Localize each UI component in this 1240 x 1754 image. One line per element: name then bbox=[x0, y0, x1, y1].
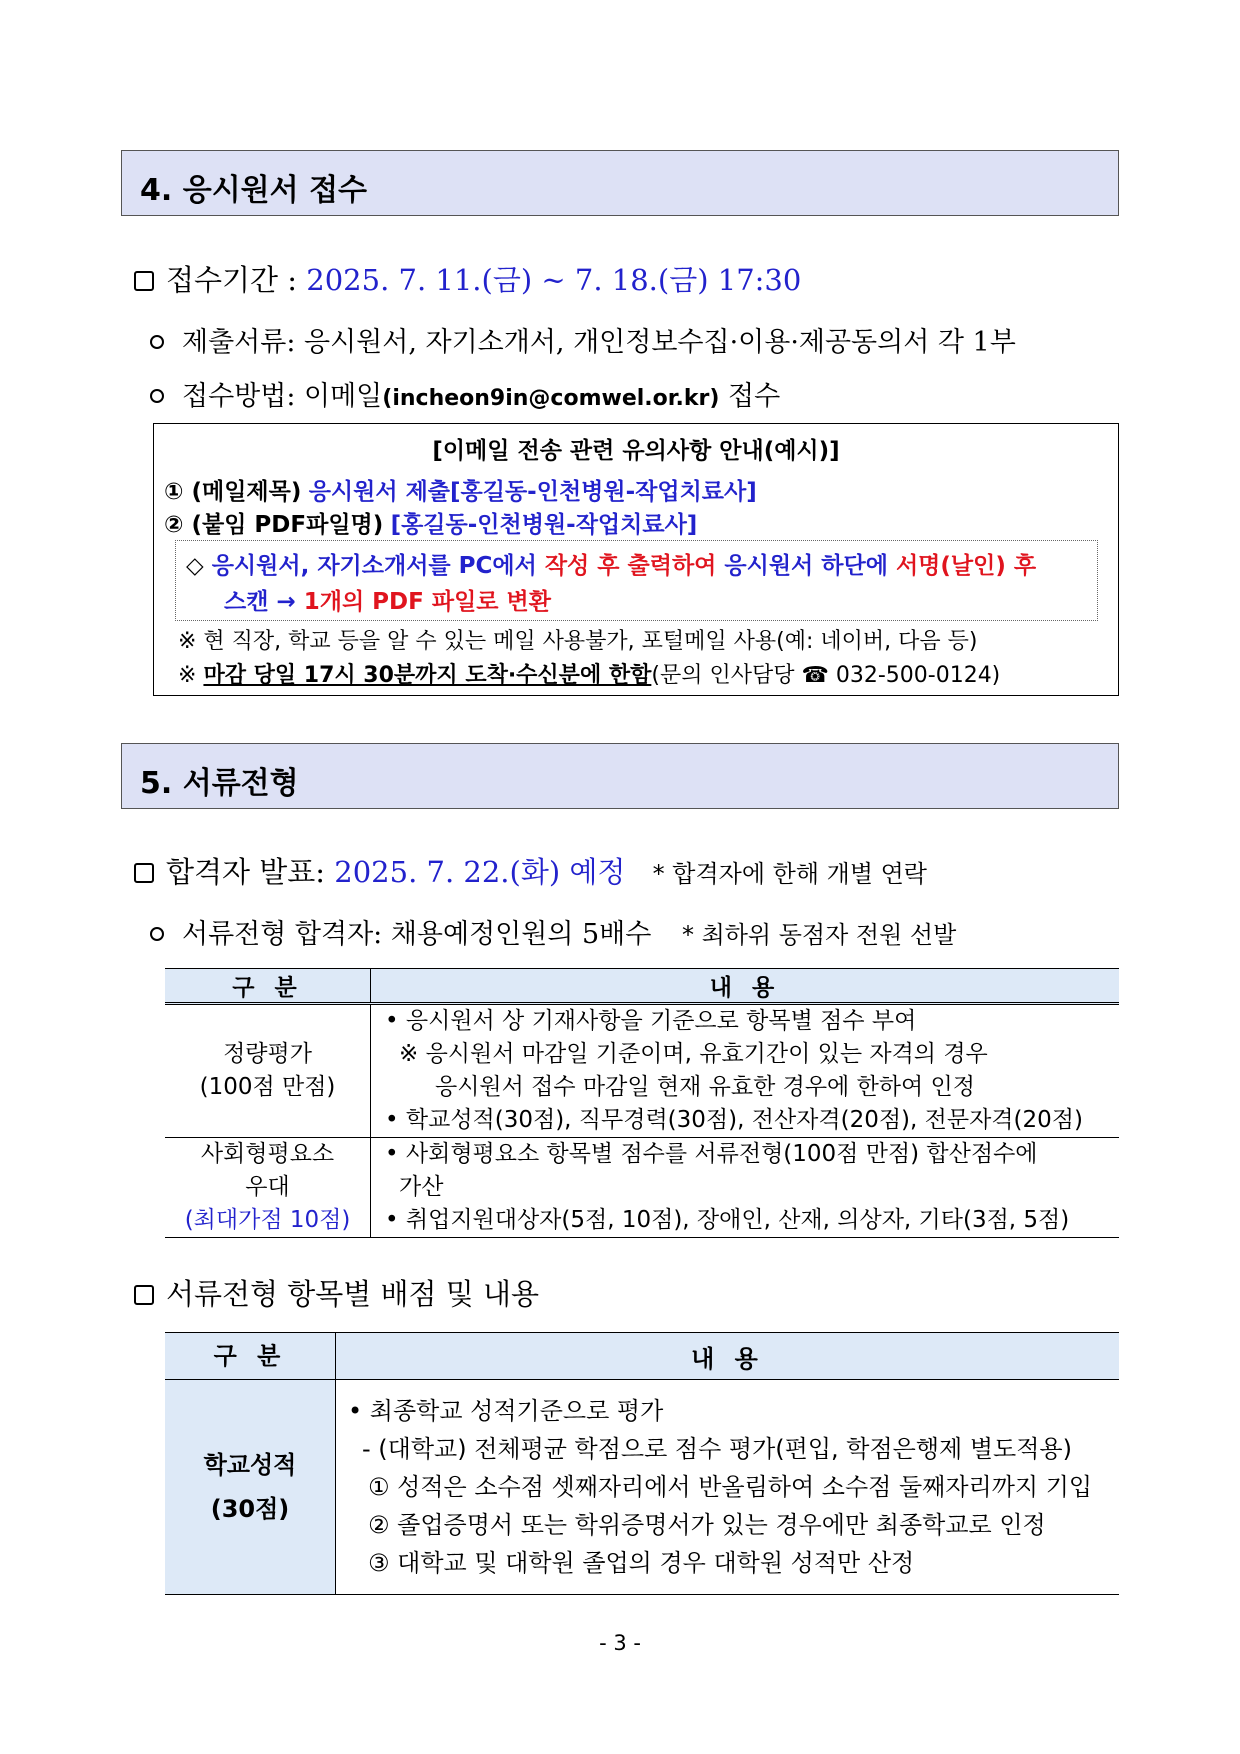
notice-item-1-label: ① (메일제목) bbox=[164, 479, 302, 505]
scoring-table bbox=[165, 1332, 1119, 1595]
table-row bbox=[165, 1004, 1119, 1138]
table-header-row bbox=[165, 969, 1119, 1004]
note-mark: ※ bbox=[178, 663, 197, 688]
content-line: • 학교성적(30점), 직무경력(30점), 전산자격(20점), 전문자격(20점) bbox=[385, 1107, 1083, 1133]
category-label: 정량평가 bbox=[223, 1041, 312, 1067]
content-line: ① 성적은 소수점 셋째자리에서 반올림하여 소수점 둘째자리까지 기입 bbox=[368, 1473, 1093, 1501]
reception-period-value: 2025. 7. 11.(금) ~ 7. 18.(금) 17:30 bbox=[306, 263, 802, 297]
category-sublabel: (100점 만점) bbox=[199, 1074, 336, 1100]
table-header-row bbox=[165, 1333, 1119, 1380]
notice-item-2-value: [홍길동-인천병원-작업치료사] bbox=[390, 512, 698, 538]
category-sublabel: (30점) bbox=[210, 1495, 290, 1523]
content-line: ② 졸업증명서 또는 학위증명서가 있는 경우에만 최종학교로 인정 bbox=[368, 1511, 1046, 1539]
notice-item-2 bbox=[164, 506, 697, 539]
content-line: • 응시원서 상 기재사항을 기준으로 항목별 점수 부여 bbox=[385, 1008, 917, 1034]
passers-note: * 최하위 동점자 전원 선발 bbox=[681, 921, 957, 949]
category-label: 사회형평요소 bbox=[200, 1141, 335, 1167]
header-content: 내 용 bbox=[371, 969, 1120, 1004]
method-line bbox=[150, 374, 780, 413]
content-line: - (대학교) 전체평균 학점으로 점수 평가(편입, 학점은행제 별도적용) bbox=[362, 1435, 1072, 1463]
category-label: 학교성적 bbox=[203, 1451, 297, 1479]
content-line: • 사회형평요소 항목별 점수를 서류전형(100점 만점) 합산점수에 bbox=[385, 1141, 1038, 1167]
section-4-title: 4. 응시원서 접수 bbox=[140, 173, 368, 208]
notice-title: [이메일 전송 관련 유의사항 안내(예시)] bbox=[432, 438, 840, 464]
circle-bullet-icon bbox=[150, 389, 164, 403]
method-email: (incheon9in@comwel.or.kr) bbox=[382, 386, 720, 411]
content-line: 응시원서 접수 마감일 현재 유효한 경우에 한하여 인정 bbox=[435, 1074, 975, 1100]
section-5-header bbox=[121, 743, 1119, 809]
section-4-header bbox=[121, 150, 1119, 216]
checkbox-square-icon bbox=[134, 863, 154, 883]
pdf-instruction-line-1 bbox=[186, 547, 1036, 580]
notice-item-1-value: 응시원서 제출[홍길동-인천병원-작업치료사] bbox=[308, 479, 757, 505]
notice-item-2-label: ② (붙임 PDF파일명) bbox=[164, 512, 384, 538]
announcement-note: * 합격자에 한해 개별 연락 bbox=[652, 860, 927, 888]
email-notice-box bbox=[153, 423, 1119, 696]
content-line: ③ 대학교 및 대학원 졸업의 경우 대학원 성적만 산정 bbox=[368, 1549, 915, 1577]
method-suffix: 접수 bbox=[727, 381, 781, 412]
content-cell bbox=[371, 1138, 1120, 1238]
content-cell bbox=[371, 1004, 1120, 1138]
category-cell bbox=[165, 1004, 371, 1138]
screening-table bbox=[165, 968, 1119, 1238]
scoring-title: 서류전형 항목별 배점 및 내용 bbox=[166, 1277, 540, 1311]
notice-note-1: ※ 현 직장, 학교 등을 알 수 있는 메일 사용불가, 포털메일 사용(예: 네이버, 다음 등) bbox=[178, 629, 978, 654]
category-cell bbox=[165, 1138, 371, 1238]
pdf-instruction-part-2: 작성 후 출력하여 bbox=[544, 553, 717, 579]
pdf-instruction-part-3: 응시원서 하단에 bbox=[724, 553, 888, 579]
content-line: 가산 bbox=[399, 1174, 444, 1200]
notice-note-2 bbox=[178, 658, 1000, 689]
header-category: 구 분 bbox=[165, 969, 371, 1004]
pdf-instruction-line-2 bbox=[224, 583, 551, 616]
notice-item-1 bbox=[164, 473, 757, 506]
passers-line bbox=[150, 912, 956, 951]
reception-period-line bbox=[134, 258, 801, 299]
content-line: ※ 응시원서 마감일 기준이며, 유효기간이 있는 자격의 경우 bbox=[399, 1041, 988, 1067]
circle-bullet-icon bbox=[150, 927, 164, 941]
header-category: 구 분 bbox=[165, 1333, 336, 1380]
pdf-instruction-box bbox=[175, 540, 1098, 621]
contact-text: (문의 인사담당 ☎ 032-500-0124) bbox=[651, 663, 1001, 688]
table-row bbox=[165, 1380, 1119, 1595]
section-5-title: 5. 서류전형 bbox=[140, 766, 299, 801]
announcement-value: 2025. 7. 22.(화) 예정 bbox=[334, 855, 626, 889]
category-cell bbox=[165, 1380, 336, 1595]
category-sublabel: (최대가점 10점) bbox=[184, 1207, 351, 1233]
diamond-icon: ◇ bbox=[186, 553, 204, 579]
circle-bullet-icon bbox=[150, 335, 164, 349]
pdf-instruction-convert: 1개의 PDF 파일로 변환 bbox=[303, 589, 551, 615]
method-prefix: 접수방법: 이메일 bbox=[182, 381, 383, 412]
page-number: - 3 - bbox=[599, 1631, 641, 1655]
reception-period-label: 접수기간 : bbox=[166, 263, 298, 297]
checkbox-square-icon bbox=[134, 271, 154, 291]
content-cell bbox=[336, 1380, 1120, 1595]
announcement-line bbox=[134, 850, 927, 891]
content-line: • 최종학교 성적기준으로 평가 bbox=[348, 1397, 664, 1425]
category-label: 우대 bbox=[245, 1174, 290, 1200]
content-line: • 취업지원대상자(5점, 10점), 장애인, 산재, 의상자, 기타(3점, 5점) bbox=[385, 1207, 1070, 1233]
checkbox-square-icon bbox=[134, 1285, 154, 1305]
header-content: 내 용 bbox=[336, 1333, 1120, 1380]
announcement-label: 합격자 발표: bbox=[166, 855, 326, 889]
documents-line bbox=[150, 320, 1016, 359]
passers-text: 서류전형 합격자: 채용예정인원의 5배수 bbox=[182, 919, 652, 950]
pdf-instruction-part-1: 응시원서, 자기소개서를 PC에서 bbox=[211, 553, 537, 579]
pdf-instruction-part-4: 서명(날인) 후 bbox=[895, 553, 1037, 579]
pdf-instruction-scan: 스캔 → bbox=[224, 589, 296, 615]
documents-text: 제출서류: 응시원서, 자기소개서, 개인정보수집·이용·제공동의서 각 1부 bbox=[182, 327, 1016, 358]
table-row bbox=[165, 1138, 1119, 1238]
scoring-title-line bbox=[134, 1272, 539, 1313]
deadline-text: 마감 당일 17시 30분까지 도착·수신분에 한함 bbox=[203, 663, 652, 688]
